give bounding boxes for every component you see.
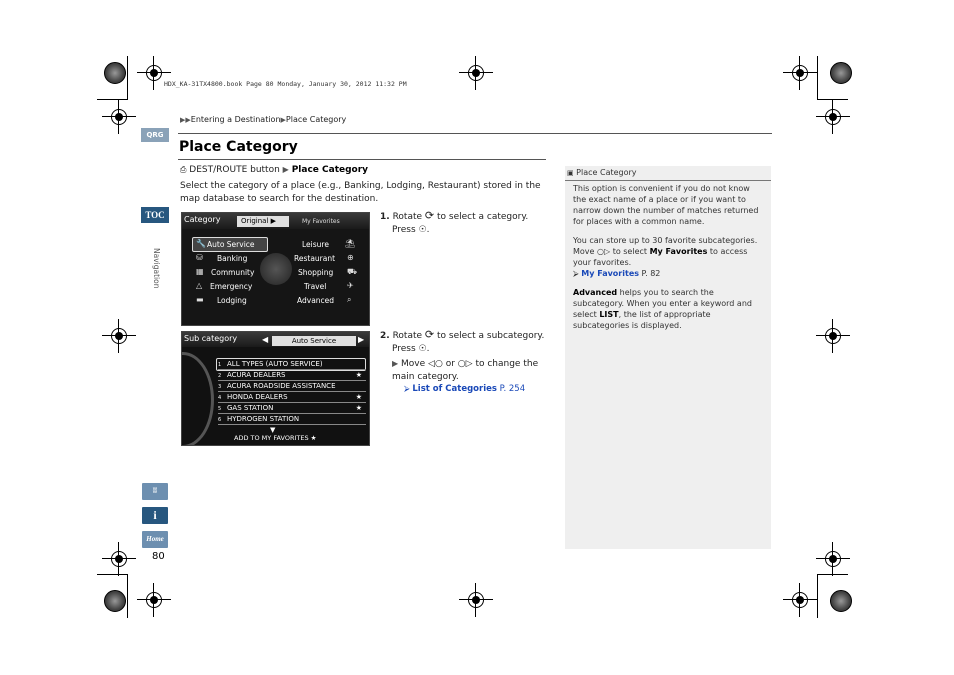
voice-command-button[interactable]: [142, 483, 168, 500]
category-community[interactable]: Community: [211, 268, 255, 277]
crop-line: [817, 56, 818, 100]
dial-graphic: [260, 253, 292, 285]
breadcrumb-arrow: ▶▶: [180, 116, 191, 124]
magnifier-icon: ⌕: [347, 295, 352, 304]
section-label: Navigation: [152, 248, 161, 289]
side-paragraph-3: Advanced helps you to search the subcategory. When you enter a keyword and select LIST, the list of appropriate subcategories is displayed.: [573, 288, 752, 330]
registration-disc: [104, 62, 126, 84]
registration-mark: [822, 106, 844, 128]
list-item[interactable]: 4 HONDA DEALERS ★: [218, 392, 366, 403]
category-travel[interactable]: Travel: [304, 282, 327, 291]
registration-mark: [789, 589, 811, 611]
side-panel-heading: ▣ Place Category: [565, 166, 771, 181]
step-1-number: 1.: [380, 212, 390, 222]
dest-route-button-label: DEST/ROUTE button: [189, 165, 280, 175]
step-2-number: 2.: [380, 331, 390, 341]
tab-original-label: Original: [241, 217, 269, 225]
breadcrumb-link-entering[interactable]: Entering a Destination: [190, 115, 281, 124]
menu-path: [180, 163, 368, 177]
substep-arrow: ▶: [392, 359, 399, 368]
registration-disc: [830, 62, 852, 84]
category-lodging[interactable]: Lodging: [217, 296, 247, 305]
voice-icon: ʬ: [152, 486, 158, 496]
header-rule: [178, 133, 772, 134]
info-button[interactable]: [142, 507, 168, 524]
list-item[interactable]: 1 ALL TYPES (AUTO SERVICE): [218, 359, 366, 370]
path-arrow: ▶: [282, 165, 289, 174]
tab-my-favorites[interactable]: My Favorites: [302, 218, 340, 225]
path-target: Place Category: [291, 165, 369, 175]
print-header: HDX_KA-31TX4800.book Page 80 Monday, January 30, 2012 11:32 PM: [164, 80, 407, 88]
registration-mark: [822, 325, 844, 347]
dial-icon: ⟳: [424, 209, 435, 222]
bed-icon: ▬: [196, 295, 204, 304]
info-button-icon: ⎙: [180, 165, 187, 174]
registration-mark: [822, 548, 844, 570]
registration-disc: [830, 590, 852, 612]
registration-disc: [104, 590, 126, 612]
wrench-icon: 🔧: [196, 239, 206, 248]
category-shopping[interactable]: Shopping: [298, 268, 334, 277]
list-item[interactable]: 2 ACURA DEALERS ★: [218, 370, 366, 381]
breadcrumb: [180, 115, 346, 124]
intro-text: Select the category of a place (e.g., Banking, Lodging, Restaurant) stored in the map database to search for the destination.: [180, 181, 541, 204]
registration-mark: [465, 589, 487, 611]
category-restaurant[interactable]: Restaurant: [294, 254, 336, 263]
warning-icon: △: [196, 281, 203, 290]
registration-mark: [143, 62, 165, 84]
restaurant-icon: ⊕: [347, 253, 354, 262]
substep: [392, 357, 552, 384]
cart-icon: ⛟: [347, 267, 358, 276]
crop-line: [817, 99, 848, 100]
link-arrow-icon: ⮚: [573, 269, 579, 278]
crop-line: [817, 574, 818, 618]
registration-mark: [143, 589, 165, 611]
prev-category-arrow[interactable]: ◀: [262, 335, 269, 344]
step-1-press: Press: [392, 225, 416, 235]
subcategory-screen: [181, 331, 370, 446]
list-item[interactable]: 3 ACURA ROADSIDE ASSISTANCE: [218, 381, 366, 392]
page-title: Place Category: [179, 139, 298, 155]
step-2: 2. Rotate ⟳ to select a subcategory. Press ☉.: [380, 328, 545, 354]
move-right-icon: ○▷: [597, 247, 611, 256]
home-button[interactable]: [142, 531, 168, 548]
crop-line: [127, 56, 128, 100]
registration-mark: [108, 325, 130, 347]
screen-header-title: Category: [184, 215, 221, 224]
step-2-text: Rotate: [392, 331, 423, 341]
registration-mark: [108, 106, 130, 128]
step-1-text2: to select a category.: [437, 212, 529, 222]
page-number: 80: [152, 551, 165, 562]
list-item[interactable]: 5 GAS STATION ★: [218, 403, 366, 414]
list-of-categories-link[interactable]: ⮚ List of Categories P. 254: [404, 384, 526, 394]
step-1-text: Rotate: [392, 212, 423, 222]
dial-arc: [181, 352, 214, 446]
bank-icon: ⛁: [196, 253, 203, 262]
category-screen: [181, 212, 370, 326]
qrg-button[interactable]: QRG: [141, 128, 169, 142]
step-2-press: Press: [392, 344, 416, 354]
community-icon: ▦: [196, 267, 204, 276]
add-to-favorites-button[interactable]: ADD TO MY FAVORITES ★: [234, 434, 317, 442]
dial-icon: ⟳: [424, 328, 435, 341]
next-category-arrow[interactable]: ▶: [358, 335, 365, 344]
leisure-icon: ⛱: [345, 239, 356, 248]
current-category: Auto Service: [272, 336, 356, 346]
scroll-down-arrow[interactable]: ▼: [270, 426, 276, 434]
airplane-icon: ✈: [347, 281, 354, 290]
press-dial-icon: ☉: [418, 225, 427, 235]
substep-move: Move: [401, 359, 426, 369]
side-paragraph-1: This option is convenient if you do not know the exact name of a place or if you want to narrow down the number of matches returned for places with a common name.: [573, 184, 759, 226]
substep-rest: to change the main category.: [392, 359, 539, 382]
breadcrumb-current: Place Category: [285, 115, 347, 124]
press-dial-icon: ☉: [418, 344, 427, 354]
side-paragraph-2: You can store up to 30 favorite subcategories. Move ○▷ to select My Favorites to access your favorites.: [573, 236, 758, 267]
category-auto-service[interactable]: Auto Service: [207, 240, 255, 249]
crop-line: [97, 99, 128, 100]
move-right-icon: ○▷: [457, 359, 473, 369]
my-favorites-link[interactable]: ⮚ My Favorites P. 82: [573, 269, 661, 278]
category-advanced[interactable]: Advanced: [297, 296, 335, 305]
title-rule: [178, 159, 546, 160]
tab-original[interactable]: Original ▶: [237, 216, 289, 227]
registration-mark: [465, 62, 487, 84]
substep-or: or: [445, 359, 455, 369]
category-banking[interactable]: Banking: [217, 254, 248, 263]
category-emergency[interactable]: Emergency: [210, 282, 253, 291]
list-item[interactable]: 6 HYDROGEN STATION: [218, 414, 366, 425]
info-icon: i: [153, 508, 157, 522]
registration-mark: [789, 62, 811, 84]
crop-line: [817, 574, 848, 575]
move-left-icon: ◁○: [428, 359, 443, 369]
category-leisure[interactable]: Leisure: [302, 240, 329, 249]
note-icon: ▣: [567, 169, 574, 177]
step-2-text2: to select a subcategory.: [437, 331, 545, 341]
step-1: 1. Rotate ⟳ to select a category. Press ☉.: [380, 209, 529, 235]
home-icon: Home: [146, 535, 164, 543]
crop-line: [127, 574, 128, 618]
toc-button[interactable]: TOC: [141, 207, 169, 223]
crop-line: [97, 574, 128, 575]
registration-mark: [108, 548, 130, 570]
link-arrow-icon: ⮚: [404, 384, 410, 393]
screen-header-title: Sub category: [184, 334, 238, 343]
breadcrumb-arrow: ▶: [280, 116, 286, 124]
